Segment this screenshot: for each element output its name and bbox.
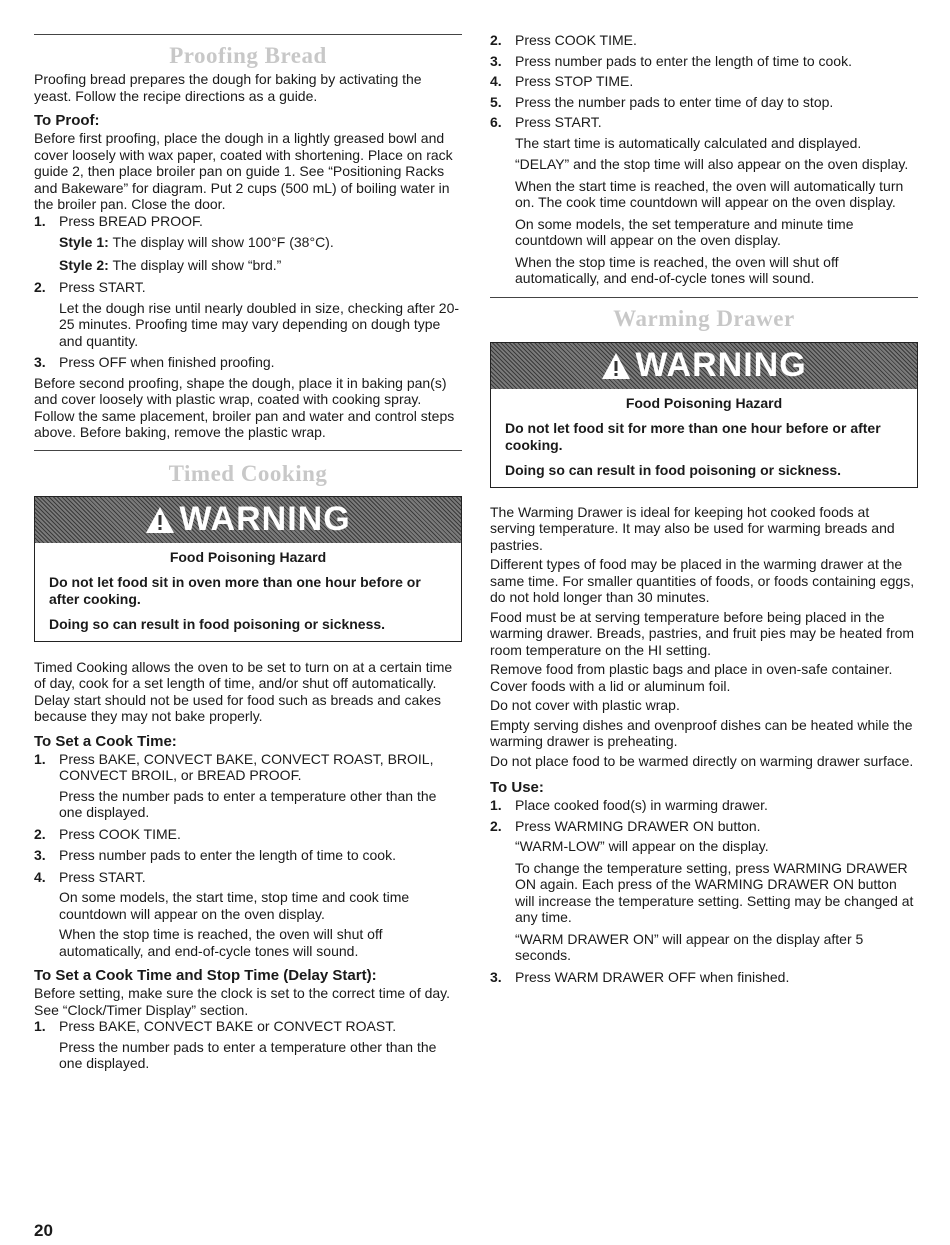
- timed-cooking-title: Timed Cooking: [168, 460, 328, 486]
- delay-step-1: 1. Press BAKE, CONVECT BAKE or CONVECT ROAST.: [34, 1018, 397, 1034]
- use-step-1: 1. Place cooked food(s) in warming drawer.: [490, 797, 768, 813]
- warning-text: Doing so can result in food poisoning or sickness.: [505, 461, 842, 478]
- warning-banner: [491, 343, 917, 389]
- warning-triangle-icon: [601, 352, 631, 380]
- delay-step-6: 6. Press START.: [490, 114, 602, 130]
- cook-step-3: 3. Press number pads to enter the length of time to cook.: [34, 847, 396, 863]
- page-number: 20: [34, 1221, 53, 1240]
- delay-intro: Before setting, make sure the clock is set to the correct time of day. See “Clock/Timer Display” section.: [34, 985, 451, 1018]
- timed-intro: Timed Cooking allows the oven to be set to turn on at a certain time of day, cook for a set length of time, and/or shut off automatically. Delay start should not be used for food such as breads and cakes because they may not bake properly.: [34, 658, 453, 724]
- delay-note: On some models, the set temperature and minute time countdown will appear on the oven display.: [515, 215, 854, 248]
- warning-box: [34, 496, 462, 642]
- delay-step-2: 2. Press COOK TIME.: [490, 32, 637, 48]
- warning-banner: [35, 497, 461, 543]
- warming-drawer-title: Warming Drawer: [613, 305, 795, 331]
- section-divider: [34, 450, 462, 451]
- warning-text: Do not let food sit for more than one hour before or after cooking.: [505, 419, 881, 453]
- proofing-bread-title: Proofing Bread: [169, 43, 327, 68]
- cook-step-4-note: On some models, the start time, stop time and cook time countdown will appear on the oven display.: [59, 889, 410, 922]
- cook-step-1: 1. Press BAKE, CONVECT BAKE, CONVECT ROAST, BROIL, CONVECT BROIL, or BREAD PROOF.: [34, 750, 434, 783]
- use-step-2-note: “WARM DRAWER ON” will appear on the display after 5 seconds.: [515, 930, 864, 963]
- set-cook-time-heading: To Set a Cook Time:: [34, 732, 177, 750]
- proof-step-1: 1. Press BREAD PROOF.: [34, 212, 203, 229]
- delay-note: When the start time is reached, the oven will automatically turn on. The cook time countdown will appear on the oven display.: [515, 177, 904, 210]
- delay-step-4: 4. Press STOP TIME.: [490, 73, 634, 89]
- warming-paragraph: Different types of food may be placed in the warming drawer at the same time. For smaller quantities of foods, or foods containing eggs, do not hold longer than 30 minutes.: [490, 556, 915, 605]
- delay-step-5: 5. Press the number pads to enter time of day to stop.: [490, 93, 834, 110]
- warming-paragraph: Remove food from plastic bags and place in oven-safe container. Cover foods with a lid or aluminum foil.: [490, 661, 893, 694]
- delay-note: The start time is automatically calculated and displayed.: [515, 134, 862, 151]
- warming-paragraph: Food must be at serving temperature before being placed in the warming drawer. Breads, pastries, and fruit pies may be heated from room temperature on the HI setting.: [490, 608, 915, 658]
- cook-step-4: 4. Press START.: [34, 868, 146, 885]
- cook-step-2: 2. Press COOK TIME.: [34, 825, 181, 842]
- delay-step-1-note: Press the number pads to enter a temperature other than the one displayed.: [59, 1038, 437, 1071]
- use-step-3: 3. Press WARM DRAWER OFF when finished.: [490, 968, 790, 985]
- delay-note: “DELAY” and the stop time will also appear on the oven display.: [515, 156, 909, 172]
- warning-text: Doing so can result in food poisoning or sickness.: [49, 615, 386, 632]
- use-step-2: 2. Press WARMING DRAWER ON button.: [490, 817, 761, 834]
- proofing-intro: Proofing bread prepares the dough for baking by activating the yeast. Follow the recipe directions as a guide.: [34, 71, 422, 104]
- hazard-title: Food Poisoning Hazard: [169, 548, 327, 565]
- warming-paragraph: The Warming Drawer is ideal for keeping hot cooked foods at serving temperature. It may also be used for warming breads and pastries.: [490, 503, 895, 553]
- to-proof-text: Before first proofing, place the dough in a lightly greased bowl and cover loosely with wax paper, coated with shortening. Place on rack guide 2, then place broiler pan on guide 1. See “Positioning Racks and Bakeware” for diagram. Put 2 cups (500 mL) of boiling water in the broiler pan. Close the door.: [34, 130, 453, 212]
- proof-step-3: 3. Press OFF when finished proofing.: [34, 354, 275, 370]
- delay-note: When the stop time is reached, the oven will shut off automatically, and end-of-cycle tones will sound.: [515, 253, 839, 286]
- warning-text: Do not let food sit in oven more than one hour before or after cooking.: [49, 573, 421, 607]
- to-proof-heading: To Proof:: [34, 112, 100, 129]
- warning-word: WARNING: [635, 346, 807, 384]
- to-use-heading: To Use:: [490, 779, 544, 796]
- warming-paragraph: Empty serving dishes and ovenproof dishes can be heated while the warming drawer is preheating.: [490, 716, 913, 749]
- delay-step-3: 3. Press number pads to enter the length of time to cook.: [490, 52, 852, 69]
- warning-triangle-icon: [145, 506, 175, 534]
- proof-step-2: 2. Press START.: [34, 279, 146, 295]
- hazard-title: Food Poisoning Hazard: [625, 394, 783, 411]
- cook-step-1-note: Press the number pads to enter a temperature other than the one displayed.: [59, 787, 437, 820]
- style-1-note: Style 1: The display will show 100°F (38°C).: [59, 234, 334, 250]
- delay-start-heading: To Set a Cook Time and Stop Time (Delay Start):: [34, 967, 377, 984]
- warning-box: [490, 342, 918, 488]
- proof-step-2-note: Let the dough rise until nearly doubled in size, checking after 20-25 minutes. Proofing time may vary depending on dough type and quantity.: [59, 299, 460, 349]
- warning-word: WARNING: [179, 500, 351, 538]
- warming-paragraph: Do not place food to be warmed directly on warming drawer surface.: [490, 752, 914, 769]
- warming-paragraph: Do not cover with plastic wrap.: [490, 697, 680, 713]
- left-column: [34, 0, 462, 1072]
- use-step-2-note: “WARM-LOW” will appear on the display.: [515, 838, 769, 854]
- use-step-2-note: To change the temperature setting, press WARMING DRAWER ON again. Each press of the WARMING DRAWER ON button will increase the temperature setting. Setting may be changed at any time.: [515, 859, 914, 925]
- section-divider: [490, 297, 918, 298]
- second-proofing-text: Before second proofing, shape the dough, place it in baking pan(s) and cover loosely with plastic wrap, coated with cooking spray. Follow the same placement, broiler pan and water and control steps above. Before baking, remove the plastic wrap.: [34, 374, 455, 440]
- section-divider: [34, 34, 462, 35]
- style-2-note: Style 2: The display will show “brd.”: [59, 256, 282, 273]
- right-column: [490, 0, 918, 985]
- cook-step-4-note: When the stop time is reached, the oven will shut off automatically, and end-of-cycle tones will sound.: [59, 926, 383, 959]
